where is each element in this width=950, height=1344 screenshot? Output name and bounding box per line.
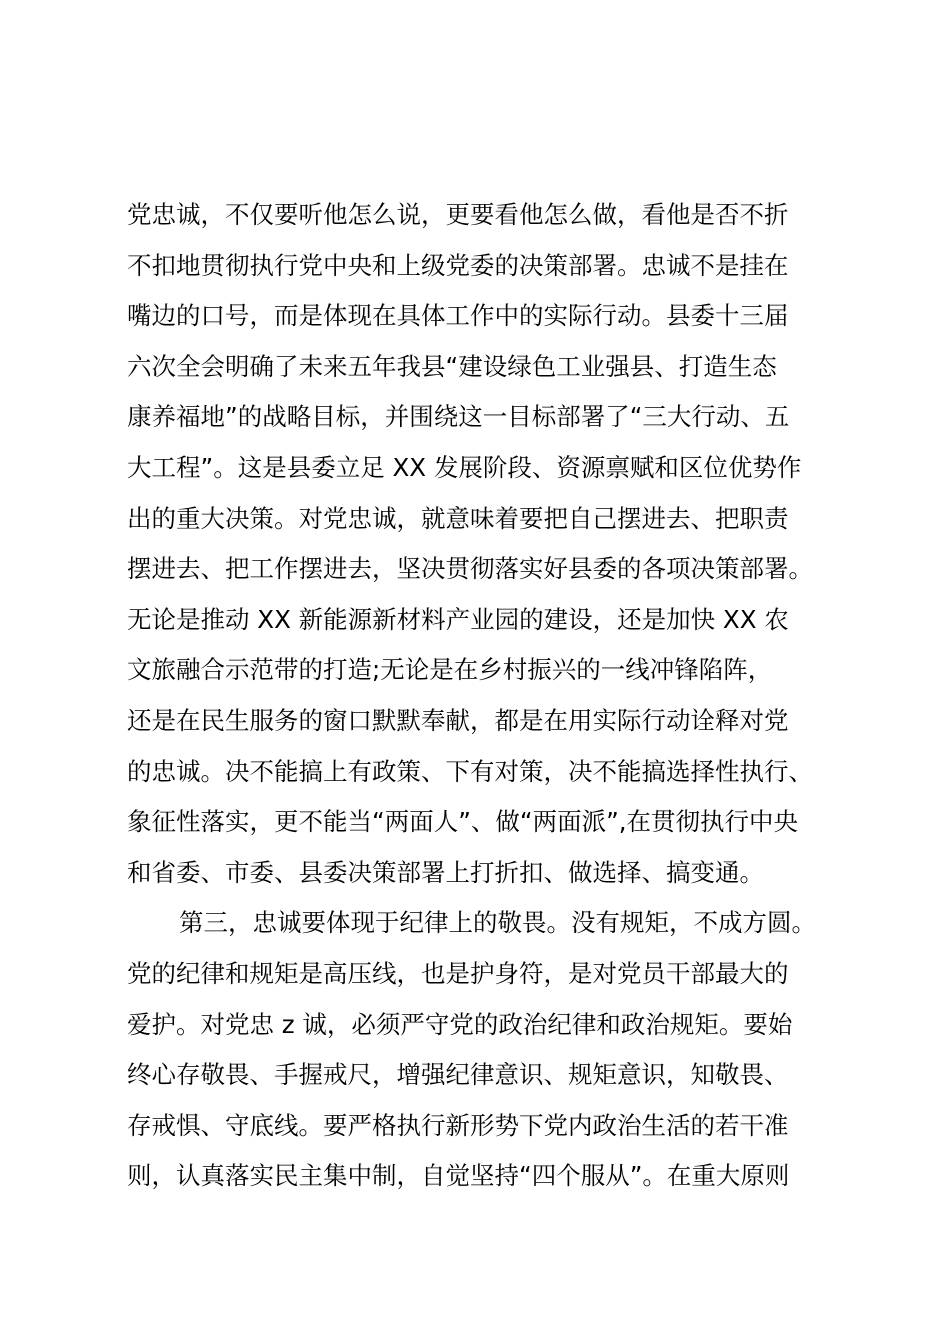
paragraph-start-line: 第三，忠诚要体现于纪律上的敬畏。没有规矩，不成方圆。 — [179, 908, 816, 938]
text-line: 党的纪律和规矩是高压线，也是护身符，是对党员干部最大的 — [127, 958, 789, 988]
text-line: 的忠诚。决不能搞上有政策、下有对策，决不能搞选择性执行、 — [127, 756, 813, 786]
text-line: 则，认真落实民主集中制，自觉坚持“四个服从”。在重大原则 — [127, 1161, 790, 1191]
text-line: 党忠诚，不仅要听他怎么说，更要看他怎么做，看他是否不折 — [127, 200, 789, 229]
text-line: 文旅融合示范带的打造;无论是在乡村振兴的一线冲锋陷阵， — [127, 655, 773, 685]
text-line: 爱护。对党忠 z 诚，必须严守党的政治纪律和政治规矩。要始 — [127, 1009, 793, 1039]
text-line: 六次全会明确了未来五年我县“建设绿色工业强县、打造生态 — [127, 351, 777, 381]
text-line: 和省委、市委、县委决策部署上打折扣、做选择、搞变通。 — [127, 857, 764, 887]
text-line: 象征性落实，更不能当“两面人”、做“两面派”,在贯彻执行中央 — [127, 807, 799, 837]
text-line: 嘴边的口号，而是体现在具体工作中的实际行动。县委十三届 — [127, 301, 789, 331]
text-line: 出的重大决策。对党忠诚，就意味着要把自己摆进去、把职责 — [127, 503, 789, 533]
text-line: 终心存敬畏、手握戒尺，增强纪律意识、规矩意识，知敬畏、 — [127, 1060, 789, 1090]
text-line: 还是在民生服务的窗口默默奉献，都是在用实际行动诠释对党 — [127, 705, 789, 735]
text-line: 康养福地”的战略目标，并围绕这一目标部署了“三大行动、五 — [127, 402, 790, 432]
text-line: 大工程”。这是县委立足 XX 发展阶段、资源禀赋和区位优势作 — [127, 452, 802, 482]
text-line: 无论是推动 XX 新能源新材料产业园的建设，还是加快 XX 农 — [127, 604, 789, 634]
text-line: 存戒惧、守底线。要严格执行新形势下党内政治生活的若干准 — [127, 1110, 789, 1140]
body-text — [127, 190, 847, 1202]
text-line: 摆进去、把工作摆进去，坚决贯彻落实好县委的各项决策部署。 — [127, 554, 813, 584]
text-line: 不扣地贯彻执行党中央和上级党委的决策部署。忠诚不是挂在 — [127, 250, 789, 280]
